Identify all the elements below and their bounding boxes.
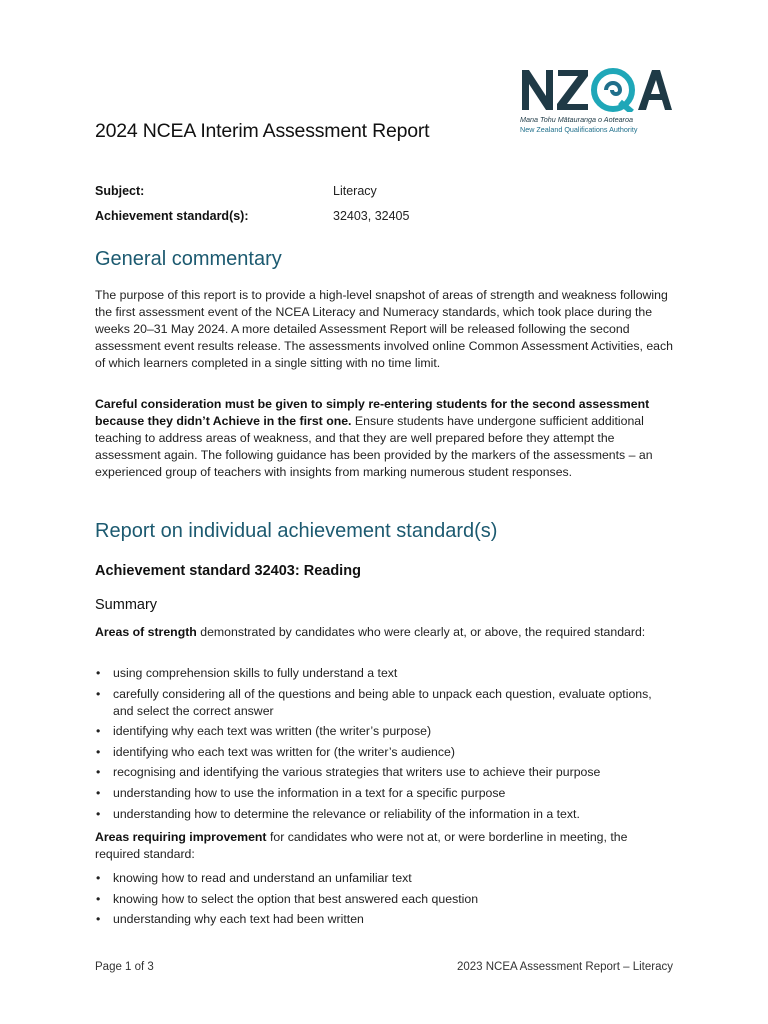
general-paragraph-2-bold: Careful consideration must be given to simply re-entering students for the second assessment because they didn’t Achieve in the first one. [95,397,650,428]
footer-page-number: Page 1 of 3 [95,961,154,973]
report-heading: Report on individual achievement standard(s) [95,520,498,542]
list-item: • understanding why each text had been written [95,911,675,928]
improvement-intro [95,829,675,863]
standard-heading: Achievement standard 32403: Reading [95,563,361,579]
strengths-intro-bold: Areas of strength [95,625,197,639]
strengths-intro [95,624,675,641]
meta-row-subject [95,184,409,209]
logo-maori-name: Mana Tohu Mātauranga o Aotearoa [520,115,633,124]
general-paragraph-2-rest: Ensure students have undergone sufficient additional teaching to address areas of weakness, and that they are well prepared before they attempt the assessment again. The following guidance has been provided by the markers of the assessments – an experienced group of teachers with insights from marking numerous student responses. [95,414,653,479]
list-item: • knowing how to read and understand an unfamiliar text [95,870,675,887]
footer-document-name: 2023 NCEA Assessment Report – Literacy [456,961,673,973]
improvement-list [95,870,675,932]
list-item: • knowing how to select the option that best answered each question [95,891,675,908]
list-item: • recognising and identifying the various strategies that writers use to achieve their purpose [95,764,675,781]
meta-label: Subject: [95,184,145,198]
logo-english-name: New Zealand Qualifications Authority [520,125,638,134]
document-title: 2024 NCEA Interim Assessment Report [95,120,430,142]
general-paragraph-1: The purpose of this report is to provide a high-level snapshot of areas of strength and weakness following the first assessment event of the NCEA Literacy and Numeracy standards, which took place during the weeks 20–31 May 2024. A more detailed Assessment Report will be released following the second assessment event results release. The assessments involved online Common Assessment Activities, each of which learners completed in a single sitting with no time limit. [95,288,673,370]
general-commentary-heading: General commentary [95,248,282,270]
meta-row-standards [95,209,409,234]
list-item: • identifying who each text was written for (the writer’s audience) [95,744,675,761]
list-item: • using comprehension skills to fully understand a text [95,665,675,682]
strengths-intro-rest: demonstrated by candidates who were clearly at, or above, the required standard: [196,625,646,639]
meta-value: Literacy [333,184,377,198]
strengths-list [95,665,675,826]
list-item: • understanding how to use the information in a text for a specific purpose [95,785,675,802]
general-paragraph-2 [95,396,675,481]
list-item: • understanding how to determine the relevance or reliability of the information in a text. [95,806,675,823]
list-item: • carefully considering all of the questions and being able to unpack each question, evaluate options, and select the correct answer [95,686,675,720]
meta-table [95,184,409,234]
summary-heading: Summary [95,597,158,613]
meta-label: Achievement standard(s): [95,209,249,223]
improvement-intro-rest: for candidates who were not at, or were borderline in meeting, the required standard: [95,830,628,861]
nzqa-logo [520,66,680,134]
list-item: • identifying why each text was written (the writer’s purpose) [95,723,675,740]
improvement-intro-bold: Areas requiring improvement [95,830,267,844]
meta-value: 32403, 32405 [333,209,410,223]
nzqa-wordmark [520,66,672,112]
